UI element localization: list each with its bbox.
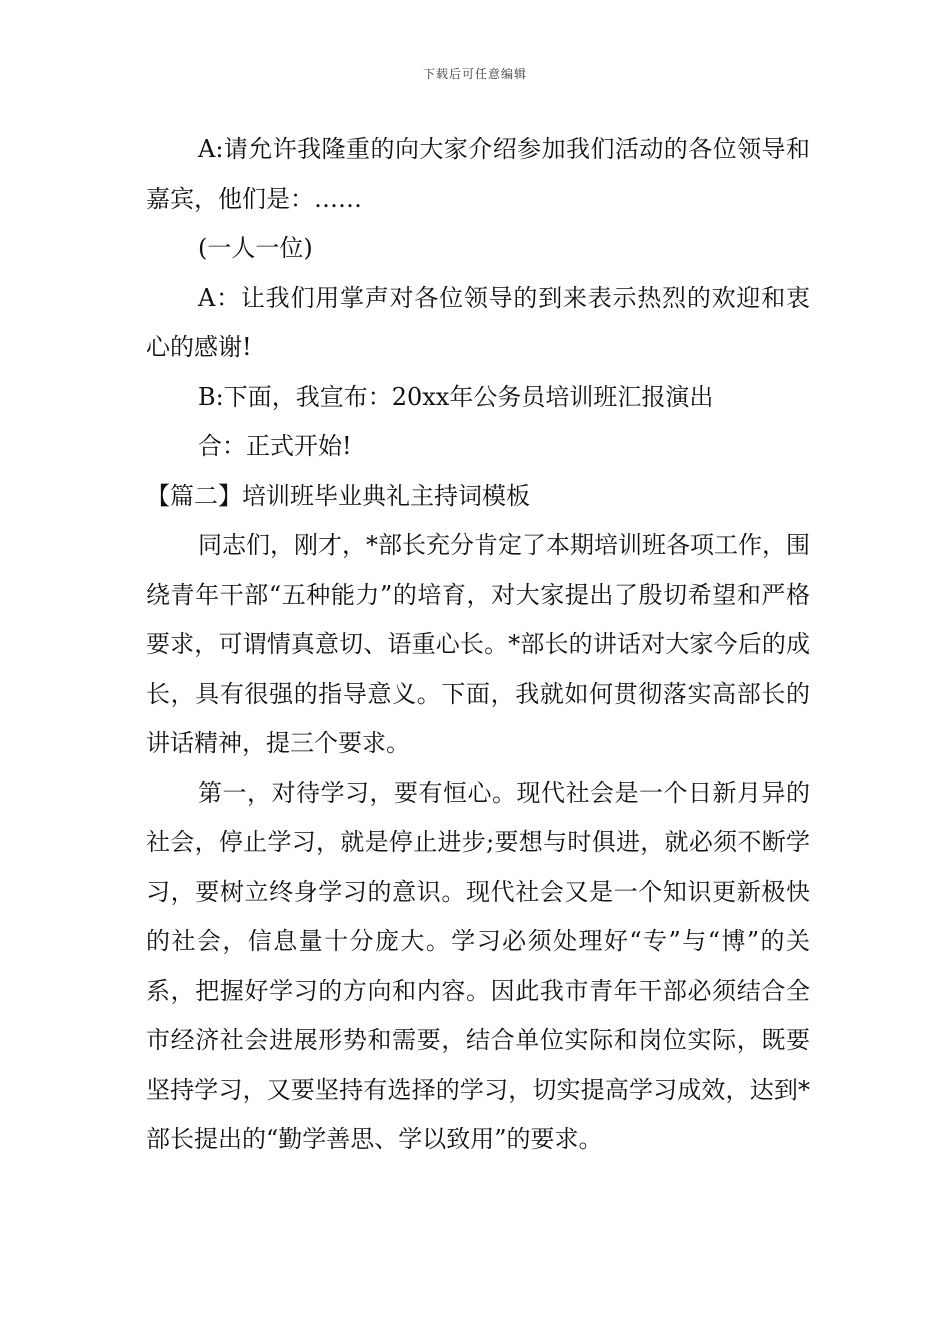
paragraph-intro-guests: A:请允许我隆重的向大家介绍参加我们活动的各位领导和嘉宾，他们是：…… bbox=[146, 135, 810, 213]
paragraph-comrades: 同志们，刚才，*部长充分肯定了本期培训班各项工作，围绕青年干部“五种能力”的培育，对大家提出了殷切希望和严格要求，可谓情真意切、语重心长。*部长的讲话对大家今后的成长，具有很强的指导意义。下面，我就如何贯彻落实高部长的讲话精神，提三个要求。 bbox=[146, 531, 810, 757]
paragraph-opening: 合：正式开始! bbox=[198, 432, 352, 460]
paragraph-one-by-one: (一人一位) bbox=[198, 234, 313, 262]
paragraph-announcement: B:下面，我宣布：20xx年公务员培训班汇报演出 bbox=[198, 382, 714, 411]
paragraph-applause: A：让我们用掌声对各位领导的到来表示热烈的欢迎和衷心的感谢! bbox=[146, 283, 810, 361]
paragraph-first-requirement: 第一，对待学习，要有恒心。现代社会是一个日新月异的社会，停止学习，就是停止进步;要想与时俱进，就必须不断学习，要树立终身学习的意识。现代社会又是一个知识更新极快的社会，信息量十分庞大。学习必须处理好“专”与“博”的关系，把握好学习的方向和内容。因此我市青年干部必须结合全市经济社会进展形势和需要，结合单位实际和岗位实际，既要坚持学习，又要坚持有选择的学习，切实提高学习成效，达到*部长提出的“勤学善思、学以致用”的要求。 bbox=[146, 778, 810, 1153]
section-heading: 【篇二】培训班毕业典礼主持词模板 bbox=[146, 481, 530, 510]
page-header: 下载后可任意编辑 bbox=[422, 67, 527, 81]
document-body bbox=[146, 125, 810, 1165]
